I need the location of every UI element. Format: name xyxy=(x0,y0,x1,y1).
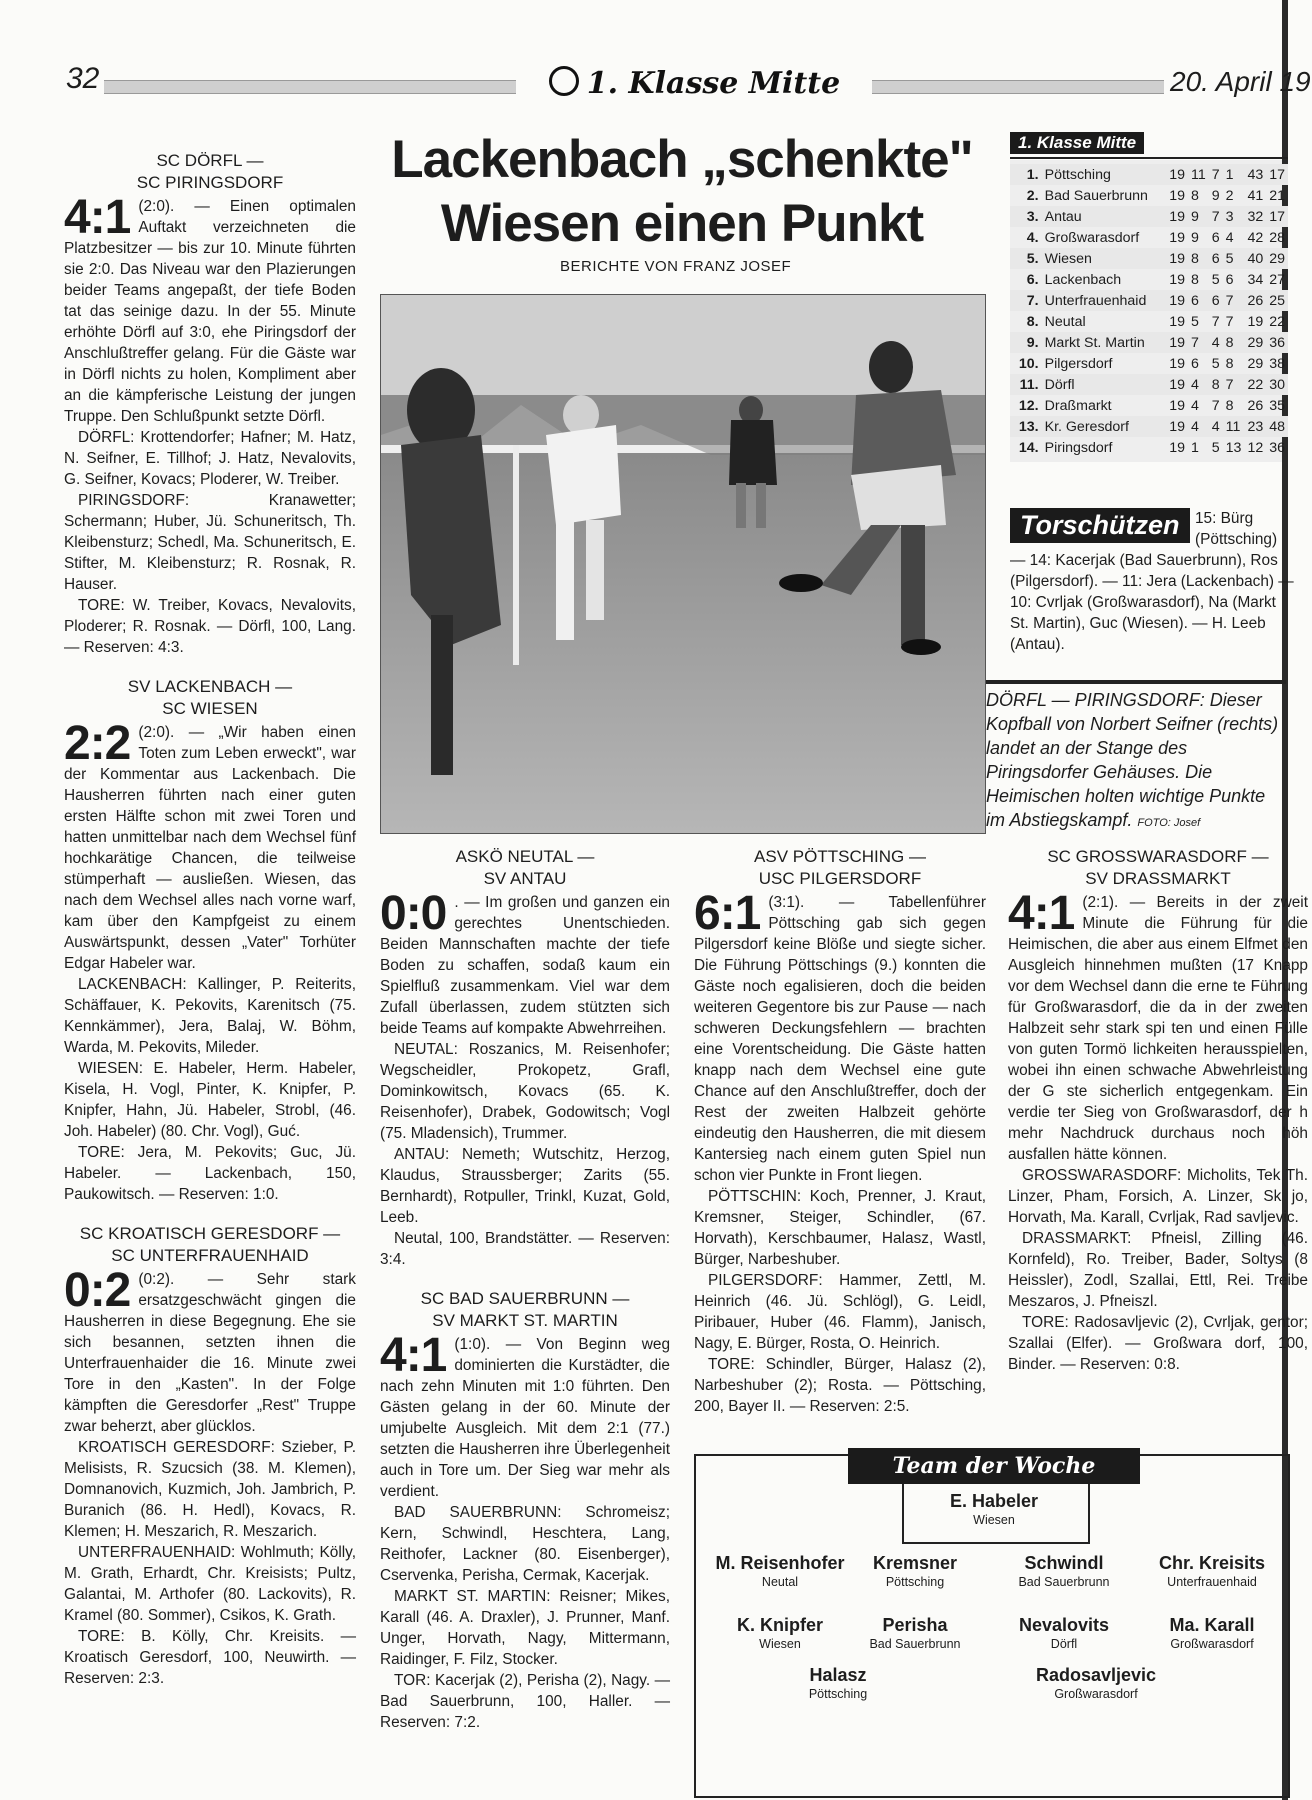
standings-goals: 23 xyxy=(1244,416,1266,437)
standings-pos: 8. xyxy=(1026,313,1039,330)
standings-goals: 43 xyxy=(1244,164,1266,185)
goals: TORE: Schindler, Bürger, Halasz (2), Narbeshuber (2); Rosta. — Pöttsching, 200, Bayer II. — Reserven: 2:5. xyxy=(694,1356,986,1415)
match-score: 0:2 xyxy=(64,1264,131,1317)
standings-team: Neutal xyxy=(1044,313,1086,330)
standings-pts: 22 xyxy=(1269,313,1285,330)
page-number: 32 xyxy=(66,62,100,95)
standings-pts: 38 xyxy=(1269,355,1285,372)
standings-table xyxy=(1010,164,1288,458)
standings-row xyxy=(1010,416,1288,437)
standings-sp: 19 xyxy=(1169,313,1186,330)
match-header: ASKÖ NEUTAL — SV ANTAU xyxy=(455,847,595,888)
photo-image xyxy=(381,295,985,833)
standings-goals: 26 xyxy=(1247,397,1264,414)
match-score: 2:2 xyxy=(64,717,131,770)
lineup: PÖTTSCHIN: Koch, Prenner, J. Kraut, Kremsner, Steiger, Schindler, (67. Horvath), Kerschbaumer, Halasz, Wastl, Bürger, Narbeshuber. xyxy=(694,1188,986,1268)
column-3 xyxy=(694,846,986,1417)
issue-date: 20. April 19 xyxy=(1170,66,1311,97)
standings-sp: 19 xyxy=(1169,271,1186,288)
standings-team: Bad Sauerbrunn xyxy=(1044,187,1148,204)
standings-pos: 12. xyxy=(1018,397,1039,414)
standings-goals: 40 xyxy=(1244,248,1266,269)
section-title: 1. Klasse Mitte xyxy=(522,66,867,106)
photo-caption: DÖRFL — PIRINGSDORF: Dieser Kopfball von Norbert Seifner (rechts) landet an der Stange des Piringsdorfer Gehäuses. Die Heimischen holten wichtige Punkte im Abstiegskampf. FOTO: Josef xyxy=(986,690,1279,830)
standings-team: Lackenbach xyxy=(1044,271,1122,288)
standings-w: 7 xyxy=(1188,332,1209,353)
player-defender: Chr. Kreisits Unterfrauenhaid xyxy=(1158,1553,1266,1589)
match-report: (2:1). — Bereits in der zweit Minute die Führung für die Heimischen, die aber aus einem Elfmet den Ausgleich hinnehmen mußten (17 Knapp vor dem Wechsel dann die erne te Führung für Großwarasdorf, die da in der zweiten Halbzeit sehr stark spi ten und einen Fülle von guten Tormö lichkeiten herausspielten, wobei ihn einen schwache Abwehrleistung der G ste sicherlich entgegenkam. Ein verdie ter Sieg von Großwarasdorf, der h mehr Nachdruck durchaus noch höh ausfallen hätte können. xyxy=(1008,894,1308,1163)
standings-row xyxy=(1010,290,1288,311)
standings-team: Pöttsching xyxy=(1042,164,1167,185)
standings-team: Pilgersdorf xyxy=(1044,355,1113,372)
standings-sp: 19 xyxy=(1169,355,1186,372)
standings-d: 7 xyxy=(1209,164,1223,185)
standings-w: 4 xyxy=(1188,416,1209,437)
lineup: GROSSWARASDORF: Micholits, Tek Th. Linzer, Pham, Forsich, A. Linzer, Sk jo, Horvath, Ma. Karall, Cvrljak, Rad savljevic. xyxy=(1008,1167,1308,1226)
standings-row xyxy=(1010,311,1288,332)
standings-l: 5 xyxy=(1223,248,1245,269)
standings-goals: 29 xyxy=(1244,332,1266,353)
standings-d: 4 xyxy=(1209,332,1223,353)
lineup: KROATISCH GERESDORF: Szieber, P. Melisists, R. Szucsich (38. M. Klemen), Domnanovich, Kuzmich, Joh. Jambrich, P. Buranich (86. H. Hedl), Kovacs, R. Klemen; H. Meszarich, R. Meszarich. xyxy=(64,1439,356,1540)
standings-title: 1. Klasse Mitte xyxy=(1010,132,1144,154)
standings-w: 11 xyxy=(1188,164,1209,185)
standings-row xyxy=(1010,227,1288,248)
scorers-first: 15: Bürg (Pöttsching) xyxy=(1195,510,1278,548)
standings-pos: 11. xyxy=(1010,374,1042,395)
match-header: SC DÖRFL — SC PIRINGSDORF xyxy=(136,151,284,192)
standings-goals: 26 xyxy=(1244,290,1266,311)
column-2 xyxy=(380,846,670,1733)
standings-team: Unterfrauenhaid xyxy=(1042,290,1167,311)
standings-l: 4 xyxy=(1225,229,1234,246)
column-4-clip xyxy=(1008,846,1308,1446)
match-header: SC KROATISCH GERESDORF — SC UNTERFRAUENHAID xyxy=(79,1224,341,1265)
column-4 xyxy=(1008,846,1308,1375)
player-forward: Halasz Pöttsching xyxy=(808,1665,868,1701)
standings-d: 8 xyxy=(1209,374,1223,395)
match-report: (2:0). — Einen optimalen Auftakt verzeichneten die Platzbesitzer — bis zur 10. Minute führten sie 2:0. Das Niveau war den Plazierungen beider Teams angepaßt, der tiefe Boden tat das seinige dazu. In der 55. Minute erhöhte Dörfl auf 3:0, ehe Piringsdorf der Anschlußtreffer gelang. Für die Gäste war in Dörfl nichts zu holen, Kompliment aber an die kämpferische Leistung der jungen Truppe. Den Schlußpunkt setzte Dörfl. xyxy=(64,198,356,425)
byline: BERICHTE VON FRANZ JOSEF xyxy=(560,258,792,275)
standings-l: 3 xyxy=(1223,206,1245,227)
standings-sp: 19 xyxy=(1166,332,1188,353)
match-score: 4:1 xyxy=(380,1329,447,1382)
player-midfielder: K. Knipfer Wiesen xyxy=(736,1615,823,1651)
lineup: DÖRFL: Krottendorfer; Hafner; M. Hatz, N. Seifner, E. Tillhof; J. Hatz, Nevalovits, G. Seifner, Kovacs; Ploderer, W. Treiber. xyxy=(64,429,356,488)
standings-l: 7 xyxy=(1225,313,1234,330)
goals: TORE: B. Kölly, Chr. Kreisits. — Kroatisch Geresdorf, 100, Neuwirth. — Reserven: 2:3. xyxy=(64,1628,356,1687)
standings-l: 6 xyxy=(1225,271,1234,288)
standings-w: 4 xyxy=(1191,397,1199,414)
standings-w: 5 xyxy=(1191,313,1199,330)
standings-pts: 28 xyxy=(1269,229,1285,246)
standings-l: 13 xyxy=(1225,439,1242,456)
standings-pts: 27 xyxy=(1269,271,1285,288)
standings-team: Piringsdorf xyxy=(1044,439,1113,456)
lineup: PILGERSDORF: Hammer, Zettl, M. Heinrich (46. Jü. Schlögl), G. Leidl, Piribauer, Huber (46. Flamm), Janisch, Nagy, E. Bürger, Rosta, O. Heinrich. xyxy=(694,1272,986,1352)
standings-d: 5 xyxy=(1211,439,1220,456)
standings-l: 7 xyxy=(1223,374,1245,395)
standings-team: Großwarasdorf xyxy=(1044,229,1140,246)
standings-sp: 19 xyxy=(1166,374,1188,395)
standings-row xyxy=(1010,164,1288,185)
standings-team: Draßmarkt xyxy=(1044,397,1112,414)
standings-goals: 34 xyxy=(1247,271,1264,288)
standings-pos: 14. xyxy=(1018,439,1039,456)
standings-d: 5 xyxy=(1211,271,1220,288)
standings-pos: 13. xyxy=(1010,416,1042,437)
standings-w: 8 xyxy=(1191,187,1199,204)
standings-w: 8 xyxy=(1188,248,1209,269)
standings-l: 8 xyxy=(1225,355,1234,372)
lineup: LACKENBACH: Kallinger, P. Reiterits, Schäffauer, K. Pekovits, Karenitsch (75. Kennkämmer), Jera, Balaj, W. Böhm, Warda, M. Pekovits, Mileder. xyxy=(64,976,356,1056)
standings-sp: 19 xyxy=(1166,416,1188,437)
standings-pos: 3. xyxy=(1010,206,1042,227)
standings-row xyxy=(1010,374,1288,395)
player-midfielder: Ma. Karall Großwarasdorf xyxy=(1169,1615,1255,1651)
standings-sp: 19 xyxy=(1169,229,1186,246)
standings-w: 1 xyxy=(1191,439,1199,456)
lineup: MARKT ST. MARTIN: Reisner; Mikes, Karall (46. A. Draxler), J. Prunner, Manf. Unger, Horvath, Nagy, Mittermann, Raidinger, F. Filz, Stocker. xyxy=(380,1588,670,1668)
standings-w: 6 xyxy=(1191,355,1199,372)
standings-pos: 9. xyxy=(1010,332,1042,353)
standings-pos: 1. xyxy=(1010,164,1042,185)
lineup: WIESEN: E. Habeler, Herm. Habeler, Kisela, H. Vogl, Pinter, K. Knipfer, P. Knipfer, Hahn, Jü. Habeler, Strobl, (46. Joh. Habeler) (80. Chr. Vogl), Guć. xyxy=(64,1060,356,1140)
standings-d: 5 xyxy=(1211,355,1220,372)
standings-rule xyxy=(1010,157,1288,159)
standings-pts: 36 xyxy=(1269,439,1285,456)
standings-w: 8 xyxy=(1191,271,1199,288)
match-report: (2:0). — „Wir haben einen Toten zum Leben erweckt", war der Kommentar aus Lackenbach. Die Hausherren führten nach einer guten ersten Hälfte schon mit zwei Toren und hatten unmittelbar nach dem Wechsel fünf hochkarätige Chancen, die teilweise stümperhaft — ausließen. Wiesen, das nach dem Wechsel alles nach vorne warf, kam über den Kampfgeist zu einem Auswärtspunkt, dessen „Vater" Torhüter Edgar Habeler war. xyxy=(64,724,356,972)
goals: TORE: W. Treiber, Kovacs, Nevalovits, Ploderer; R. Rosnak. — Dörfl, 100, Lang. — Reserven: 4:3. xyxy=(64,597,356,656)
lineup: DRASSMARKT: Pfneisl, Zilling (46. Kornfeld), Ro. Treiber, Bader, Soltys (8 Heissler), Zodl, Szallai, Ettl, Rei. Treibe Meszaros, J. Pfneiszl. xyxy=(1008,1230,1308,1310)
match-report: (1:0). — Von Beginn weg dominierten die Kurstädter, die nach zehn Minuten mit 1:0 führten. Den Gästen gelang in der 60. Minute der umjubelte Ausgleich. Mit dem 2:1 (77.) setzten die Hausherren ihre Überlegenheit auch in Tore um. Der Sieg war mehr als verdient. xyxy=(380,1336,670,1500)
match-score: 4:1 xyxy=(1008,887,1075,940)
standings-pts: 17 xyxy=(1266,164,1288,185)
standings-team: Dörfl xyxy=(1042,374,1167,395)
standings-team: Wiesen xyxy=(1042,248,1167,269)
standings-row xyxy=(1010,206,1288,227)
standings-pos: 10. xyxy=(1018,355,1039,372)
photo-credit: FOTO: Josef xyxy=(1137,817,1201,829)
scorers-rest: — 14: Kacerjak (Bad Sauerbrunn), Ros (Pilgersdorf). — 11: Jera (Lackenbach) — 10: Cvrljak (Großwarasdorf), Na (Markt St. Martin), Guc (Wiesen). — H. Leeb (Antau). xyxy=(1010,552,1294,653)
player-goalkeeper: E. Habeler Wiesen xyxy=(949,1491,1039,1527)
standings-row xyxy=(1010,269,1288,290)
match-report: (0:2). — Sehr stark ersatzgeschwächt gingen die Hausherren in diese Begegnung. Ehe sie sich besannen, setzten ihnen die Unterfrauenhaider die 16. Minute zwei Tore in den „Kasten". In der Folge kämpften die Geresdorfer „Rest" Truppe zwar beherzt, aber glücklos. xyxy=(64,1271,356,1435)
match-header: SC GROSSWARASDORF — SV DRASSMARKT xyxy=(1047,847,1269,888)
standings-l: 8 xyxy=(1223,332,1245,353)
player-midfielder: Nevalovits Dörfl xyxy=(1018,1615,1110,1651)
standings-pts: 17 xyxy=(1266,206,1288,227)
standings-row xyxy=(1010,185,1288,206)
standings-team: Kr. Geresdorf xyxy=(1042,416,1167,437)
match-report: (3:1). — Tabellenführer Pöttsching gab sich gegen Pilgersdorf keine Blöße und siegte sicher. Die Führung Pöttschings (9.) konnten die Gäste noch egalisieren, doch die beiden weiteren Gegentore bis zur Pause — nach schweren Deckungsfehlern — brachten eine Vorentscheidung. Die Gäste hatten knapp nach dem Wechsel eine gute Chance auf den Anschlußtreffer, doch der Rest der zweiten Halbzeit gehörte eindeutig den Hausherren, die mit diesem Kantersieg nach einem guten Spiel nun schon vier Punkte in Front liegen. xyxy=(694,894,986,1184)
match-score: 4:1 xyxy=(64,191,131,244)
standings-team: Markt St. Martin xyxy=(1042,332,1167,353)
standings-team: Antau xyxy=(1042,206,1167,227)
column-1 xyxy=(64,150,356,1689)
standings-d: 7 xyxy=(1211,313,1220,330)
lineup: BAD SAUERBRUNN: Schromeisz; Kern, Schwindl, Heschtera, Lang, Reithofer, Lackner (80. Eisenberger), Cservenka, Perisha, Cermak, Kacerjak. xyxy=(380,1504,670,1584)
standings-d: 6 xyxy=(1209,290,1223,311)
lineup: PIRINGSDORF: Kranawetter; Schermann; Huber, Jü. Schuneritsch, Th. Kleibensturz; Schedl, Ma. Schuneritsch, E. Stifter, M. Kleibensturz; R. Rosnak, R. Hauser. xyxy=(64,492,356,593)
standings-l: 2 xyxy=(1225,187,1234,204)
standings-d: 4 xyxy=(1209,416,1223,437)
header-rule-right xyxy=(872,80,1164,94)
standings-pos: 5. xyxy=(1010,248,1042,269)
standings-sp: 19 xyxy=(1166,290,1188,311)
standings-sp: 19 xyxy=(1166,206,1188,227)
standings-pts: 21 xyxy=(1269,187,1285,204)
standings-row xyxy=(1010,437,1288,458)
standings-row xyxy=(1010,395,1288,416)
standings-l: 11 xyxy=(1223,416,1245,437)
header-rule-left xyxy=(104,80,516,94)
standings-w: 9 xyxy=(1191,229,1199,246)
lineup: ANTAU: Nemeth; Wutschitz, Herzog, Klaudus, Straussberger; Zarits (55. Bernhardt), Rotpuller, Trinkl, Kuzat, Gold, Leeb. xyxy=(380,1146,670,1226)
standings-pts: 35 xyxy=(1269,397,1285,414)
standings-pts: 36 xyxy=(1266,332,1288,353)
standings-pos: 7. xyxy=(1010,290,1042,311)
standings-d: 7 xyxy=(1211,397,1220,414)
player-defender: M. Reisenhofer Neutal xyxy=(715,1553,845,1589)
standings-l: 8 xyxy=(1225,397,1234,414)
lineup: UNTERFRAUENHAID: Wohlmuth; Kölly, M. Grath, Erhardt, Chr. Kreisists; Pultz, Galantai, M. Arthofer (80. Lackovits), R. Kramel (80. Sommer), Csikos, K. Grath. xyxy=(64,1544,356,1624)
standings-goals: 19 xyxy=(1247,313,1264,330)
goals: TORE: Jera, M. Pekovits; Guc, Jü. Habeler. — Lackenbach, 150, Paukowitsch. — Reserven: 1:0. xyxy=(64,1144,356,1203)
goals: TORE: Radosavljevic (2), Cvrljak, gentor; Szallai (Elfer). — Großwara dorf, 100, Binder. — Reserven: 0:8. xyxy=(1008,1314,1308,1373)
standings-d: 9 xyxy=(1211,187,1220,204)
standings-pos: 4. xyxy=(1026,229,1039,246)
headline: Lackenbach „schenkte" Wiesen einen Punkt xyxy=(391,130,973,253)
standings-d: 6 xyxy=(1211,229,1220,246)
standings-sp: 19 xyxy=(1169,187,1186,204)
standings-goals: 32 xyxy=(1244,206,1266,227)
match-header: ASV PÖTTSCHING — USC PILGERSDORF xyxy=(754,847,926,888)
standings-sp: 19 xyxy=(1166,164,1188,185)
standings-pts: 25 xyxy=(1266,290,1288,311)
standings-sp: 19 xyxy=(1169,397,1186,414)
goals: TOR: Kacerjak (2), Perisha (2), Nagy. — Bad Sauerbrunn, 100, Haller. — Reserven: 7:2. xyxy=(380,1672,670,1731)
standings-goals: 22 xyxy=(1244,374,1266,395)
match-header: SV LACKENBACH — SC WIESEN xyxy=(127,677,293,718)
standings-row xyxy=(1010,248,1288,269)
standings-d: 7 xyxy=(1209,206,1223,227)
standings-goals: 29 xyxy=(1247,355,1264,372)
match-score: 0:0 xyxy=(380,887,447,940)
match-photo xyxy=(380,294,986,834)
standings-goals: 12 xyxy=(1247,439,1264,456)
standings-sp: 19 xyxy=(1169,439,1186,456)
standings-pts: 30 xyxy=(1266,374,1288,395)
standings-pos: 6. xyxy=(1026,271,1039,288)
caption-rule xyxy=(986,680,1286,684)
standings-row xyxy=(1010,332,1288,353)
standings-sp: 19 xyxy=(1166,248,1188,269)
standings-l: 1 xyxy=(1223,164,1245,185)
standings-goals: 41 xyxy=(1247,187,1264,204)
standings-goals: 42 xyxy=(1247,229,1264,246)
standings-pts: 48 xyxy=(1266,416,1288,437)
player-forward: Radosavljevic Großwarasdorf xyxy=(1035,1665,1157,1701)
match-report: . — Im großen und ganzen ein gerechtes Unentschieden. Beiden Mannschaften machte der tiefe Boden zu schaffen, sodaß kaum ein Spielfluß zusammenkam. Viel war dem Zufall überlassen, zudem stützten sich beide Teams auf kompakte Abwehrreihen. xyxy=(380,894,670,1037)
player-defender: Schwindl Bad Sauerbrunn xyxy=(1018,1553,1110,1589)
standings-row xyxy=(1010,353,1288,374)
standings-pts: 29 xyxy=(1266,248,1288,269)
standings-d: 6 xyxy=(1209,248,1223,269)
match-score: 6:1 xyxy=(694,887,761,940)
soccer-ball-icon xyxy=(549,66,579,96)
player-defender: Kremsner Pöttsching xyxy=(872,1553,958,1589)
scorers-title: Torschützen xyxy=(1010,508,1190,543)
match-header: SC BAD SAUERBRUNN — SV MARKT ST. MARTIN xyxy=(420,1289,630,1330)
lineup: NEUTAL: Roszanics, M. Reisenhofer; Wegscheidler, Prokopetz, Grafl, Dominkowitsch, Kovacs (65. K. Reisenhofer), Drabek, Godowitsch; Vogl (75. Mladensich), Trummer. xyxy=(380,1041,670,1142)
team-of-week-title: Team der Woche xyxy=(848,1448,1140,1484)
standings-w: 9 xyxy=(1188,206,1209,227)
goals: Neutal, 100, Brandstätter. — Reserven: 3:4. xyxy=(380,1230,670,1268)
standings-pos: 2. xyxy=(1026,187,1039,204)
standings-l: 7 xyxy=(1223,290,1245,311)
player-midfielder: Perisha Bad Sauerbrunn xyxy=(869,1615,961,1651)
standings-w: 4 xyxy=(1188,374,1209,395)
standings-w: 6 xyxy=(1188,290,1209,311)
